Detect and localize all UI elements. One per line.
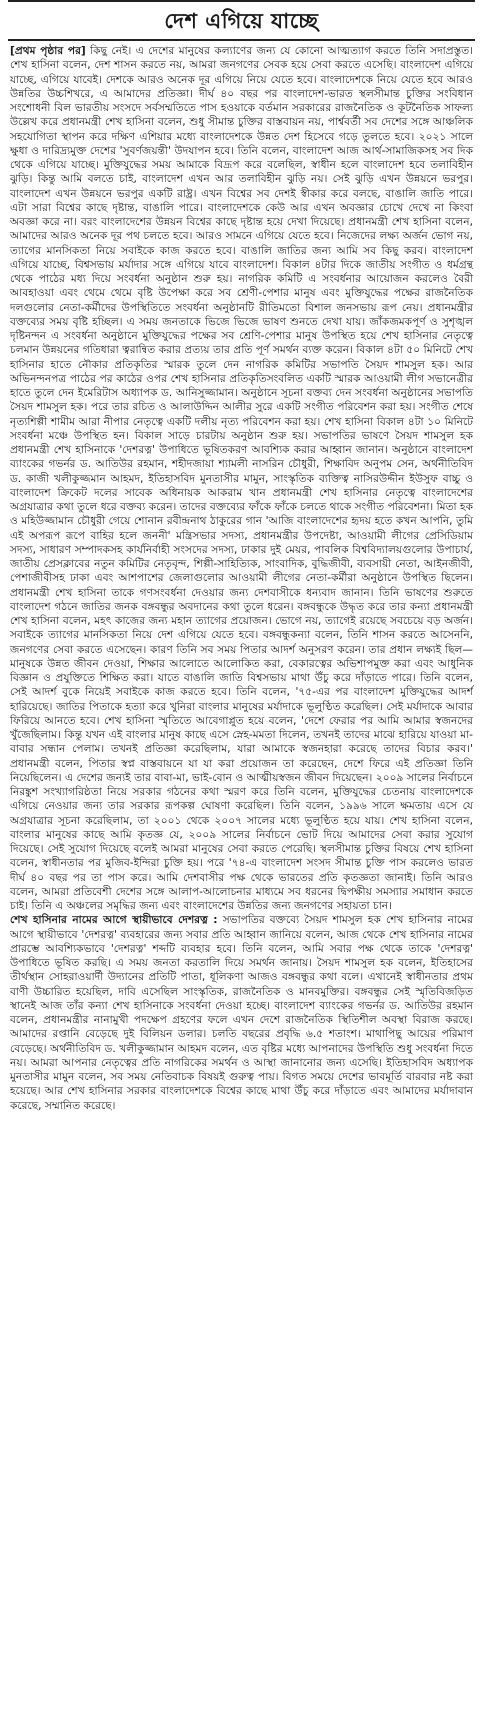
article-body	[10, 44, 473, 1113]
headline-rule	[8, 39, 475, 41]
paragraph-1	[10, 44, 473, 913]
paragraph-1-text: কিছু নেই। এ দেশের মানুষের কল্যাণের জন্য যে কোনো আত্মত্যাগ করতে তিনি সদাপ্রস্তুত। শেখ হাসিনা বলেন, দেশ শাসন করতে নয়, আমরা জনগণের সেবক হয়ে সেবা করতে এসেছি। বাংলাদেশ এগিয়ে যাচ্ছে, এগিয়ে যাবেই। দেশকে আরও অনেক দূর এগিয়ে নিয়ে যেতে হবে। বাংলাদেশকে নিয়ে যেতে হবে আরও উন্নতির উচ্চশিখরে, এ আমাদের প্রতিজ্ঞা। দীর্ঘ ৪০ বছর পর বাংলাদেশ-ভারত স্থলসীমান্ত চুক্তির সংবিধান সংশোধনী বিল ভারতীয় সংসদে সর্বসম্মতিতে পাস হওয়াকে বর্তমান সরকারের রাজনৈতিক ও কূটনৈতিক সাফল্য উল্লেখ করে প্রধানমন্ত্রী শেখ হাসিনা বলেন, শুধু সীমান্ত চুক্তির বাস্তবায়ন নয়, পার্শ্ববর্তী সব দেশের সঙ্গে আঞ্চলিক সহযোগিতা স্থাপন করে দক্ষিণ এশিয়ার মধ্যে বাংলাদেশকে উন্নত দেশ হিসেবে গড়ে তুলতে হবে। ২০২১ সালে ক্ষুধা ও দারিদ্র্যমুক্ত দেশের 'সুবর্ণজয়ন্তী' উদযাপন হবে। তিনি বলেন, বাংলাদেশ আজ আর্থ-সামাজিকসহ সব দিক থেকে এগিয়ে যাচ্ছে। মুক্তিযুদ্ধের সময় আমাকে বিদ্রূপ করে বলেছিল, স্বাধীন হলে বাংলাদেশ হবে তলাবিহীন ঝুড়ি। কিন্তু আমি বলতে চাই, বাংলাদেশ এখন আর তলাবিহীন ঝুড়ি নয়। সেই ঝুড়ি এখন উন্নয়নে ভরপুর। বাংলাদেশ এখন উন্নয়নে ভরপুর একটি রাষ্ট্র। এখন বিশ্বের সব দেশই স্বীকার করে বলছে, বাঙালি জাতি পারে। এটা সারা বিশ্বের কাছে দৃষ্টান্ত, বাঙালি পারে। বাংলাদেশকে কেউ আর এখন অবজ্ঞার চোখে দেখে না কিংবা অবজ্ঞা করে না। বরং বাংলাদেশের উন্নয়ন বিশ্বের কাছে দৃষ্টান্ত হয়ে দেখা দিয়েছে। প্রধানমন্ত্রী শেখ হাসিনা বলেন, আমাদের আরও অনেক দূর পথ চলতে হবে। আরও সামনে এগিয়ে যেতে হবে। নিজেদের লক্ষ্য অর্জন ভোগ নয়, ত্যাগের মানসিকতা নিয়ে সবাইকে কাজ করতে হবে। বাঙালি জাতির জন্য আমি সব কিছু করব। বাংলাদেশ এগিয়ে যাচ্ছে, বিশ্বসভায় মর্যাদার সঙ্গে এগিয়ে যাবে বাংলাদেশ। বিকাল ৪টার দিকে জাতীয় সংগীত ও ধর্মগ্রন্থ থেকে পাঠের মধ্য দিয়ে সংবর্ধনা অনুষ্ঠান শুরু হয়। নাগরিক কমিটি এ সংবর্ধনার আয়োজন করলেও বৈরী আবহাওয়া এবং থেমে থেমে বৃষ্টি উপেক্ষা করে সব শ্রেণী-পেশার মানুষ এবং মুক্তিযুদ্ধের পক্ষের রাজনৈতিক দলগুলোর নেতা-কর্মীদের উপস্থিতিতে সংবর্ধনা অনুষ্ঠানটি রীতিমতো বিশাল জনসভায় রূপ নেয়। প্রধানমন্ত্রীর বক্তব্যের সময় বৃষ্টি হচ্ছিল। এ সময় জনতাকে ভিজে ভিজে ভাষণ শুনতে দেখা যায়। জাঁকজমকপূর্ণ ও সুশৃঙ্খল দৃষ্টিনন্দন এ সংবর্ধনা অনুষ্ঠানে মুক্তিযুদ্ধের পক্ষের সব শ্রেণি-পেশার মানুষ উপস্থিত হয়ে শেখ হাসিনার নেতৃত্বে চলমান উন্নয়নের গতিধারা ত্বরান্বিত করার প্রত্যয় তার প্রতি পূর্ণ সমর্থন ব্যক্ত করেন। বিকাল ৪টা ৫০ মিনিটে শেখ হাসিনার হাতে নৌকার প্রতিকৃতির স্মারক তুলে দেন নাগরিক কমিটির সভাপতি সৈয়দ শামসুল হক। আর অভিনন্দনপত্র পাঠের পর কাঠের ওপর শেখ হাসিনার প্রতিকৃতিসংবলিত একটি স্মারক আওয়ামী লীগ সভানেত্রীর হাতে তুলে দেন ইমেরিটাস অধ্যাপক ড. আনিসুজ্জামান। অনুষ্ঠানে সূচনা বক্তব্য দেন সংবর্ধনা অনুষ্ঠানের সভাপতি সৈয়দ শামসুল হক। পরে তার রচিত ও আলাউদ্দিন আলীর সুরে একটি সংগীত পরিবেশন করা হয়। সংগীত শেষে নৃত্যশিল্পী শামীম আরা নীপার নেতৃত্বে একটি দলীয় নৃত্য পরিবেশন করা হয়। শেখ হাসিনা বিকাল ৪টা ১০ মিনিটে সংবর্ধনা মঞ্চে উপস্থিত হন। বিকাল সাড়ে চারটায় অনুষ্ঠান শুরু হয়। সভাপতির ভাষণে সৈয়দ শামসুল হক প্রধানমন্ত্রী শেখ হাসিনাকে 'দেশরত্ন' উপাধিতে ভূষিতকরণ আবশ্যিক করার আহ্বান জানান। অনুষ্ঠানে বাংলাদেশ ব্যাংকের গভর্নর ড. আতিউর রহমান, শহীদজায়া শ্যামলী নাসরিন চৌধুরী, শিক্ষাবিদ অনুপম সেন, অর্থনীতিবিদ ড. কাজী খলীকুজ্জমান আহমদ, ইতিহাসবিদ মুনতাসীর মামুন, সাংস্কৃতিক ব্যক্তিত্ব নাসিরউদ্দীন ইউসুফ বাচ্চু ও বাংলাদেশ ক্রিকেট দলের সাবেক অধিনায়ক আকরাম খান প্রধানমন্ত্রী শেখ হাসিনার নেতৃত্বে বাংলাদেশের অগ্রযাত্রার কথা তুলে ধরে বক্তব্য করেন। তাদের বক্তব্যের ফাঁকে ফাঁকে চলতে থাকে সংগীত পরিবেশনা। মিতা হক ও মহিউজ্জামান চৌধুরী গেয়ে শোনান রবীন্দ্রনাথ ঠাকুরের গান 'আজি বাংলাদেশের হৃদয় হতে কখন আপনি, তুমি এই অপরূপ রূপে বাহির হলে জননী' মন্ত্রিসভার সদস্য, প্রধানমন্ত্রীর উপদেষ্টা, আওয়ামী লীগের প্রেসিডিয়াম সদস্য, সাধারণ সম্পাদকসহ কার্যনির্বাহী সংসদের সদস্য, ঢাকার দুই মেয়র, পাবলিক বিশ্ববিদ্যালয়গুলোর উপাচার্য, জাতীয় প্রেসক্লাবের নতুন কমিটির নেতৃবৃন্দ, শিল্পী-সাহিত্যিক, সাংবাদিক, বুদ্ধিজীবী, ব্যবসায়ী নেতা, আইনজীবী, পেশাজীবীসহ ঢাকা এবং আশপাশের জেলাগুলোর আওয়ামী লীগের নেতা-কর্মীরা অনুষ্ঠানে উপস্থিত ছিলেন। প্রধানমন্ত্রী শেখ হাসিনা তাকে গণসংবর্ধনা দেওয়ার জন্য দেশবাসীকে ধন্যবাদ জানান। তিনি ভাষণের শুরুতে বাংলাদেশ গঠনে জাতির জনক বঙ্গবন্ধুর অবদানের কথা তুলে ধরেন। বঙ্গবন্ধুকে উদ্ধৃত করে তার কন্যা প্রধানমন্ত্রী শেখ হাসিনা বলেন, মহৎ কাজের জন্য মহান ত্যাগের প্রয়োজন। ভোগে নয়, ত্যাগেই রয়েছে সবচেয়ে বড় অর্জন। সবাইকে ত্যাগের মানসিকতা নিয়ে দেশ এগিয়ে যেতে হবে। বঙ্গবন্ধুকন্যা বলেন, তিনি শাসন করতে আসেননি, জনগণের সেবা করতে এসেছেন। কারণ তিনি সব সময় পিতার আদর্শ অনুসরণ করেন। তার প্রধান লক্ষ্যই ছিল— মানুষকে উন্নত জীবন দেওয়া, শিক্ষার আলোতে আলোকিত করা, বেকারত্বের অভিশাপমুক্ত করা এবং আধুনিক বিজ্ঞান ও প্রযুক্তিতে শিক্ষিত করা। যাতে বাঙালি জাতি বিশ্বসভায় মাথা উঁচু করে দাঁড়াতে পারে। তিনি বলেন, সেই আদর্শ বুকে নিয়েই সবাইকে কাজ করতে হবে। তিনি বলেন, '৭৫-এর পর বাংলাদেশ মুক্তিযুদ্ধের আদর্শ হারিয়েছে। জাতির পিতাকে হত্যা করে খুনিরা বাংলার মানুষের মর্যাদাকে ভূলুণ্ঠিত করেছিল। সেই মর্যাদাকে আবার ফিরিয়ে আনতে হবে। শেখ হাসিনা স্মৃতিতে আবেগাপ্লুত হয়ে বলেন, 'দেশে ফেরার পর আমি আমার স্বজনদের খুঁজেছিলাম। কিন্তু যখন এই বাংলার মানুষ কাছে এসে স্নেহ-মমতা দিলেন, তখনই তাদের মাঝে হারিয়ে যাওয়া মা-বাবার সন্ধান পেলাম। তখনই প্রতিজ্ঞা করেছিলাম, যারা আমাকে স্বজনহারা করেছে তাদের বিচার করব।' প্রধানমন্ত্রী বলেন, পিতার স্বপ্ন বাস্তবায়নে যা যা করা প্রয়োজন তা করেছেন, দেশে ফিরে এই প্রতিজ্ঞা তিনি নিয়েছিলেন। এ দেশের জন্যই তার বাবা-মা, ভাই-বোন ও আত্মীয়স্বজন জীবন দিয়েছেন। ২০০৯ সালের নির্বাচনে নিরঙ্কুশ সংখ্যাগরিষ্ঠতা নিয়ে সরকার গঠনের কথা স্মরণ করে তিনি বলেন, মুক্তিযুদ্ধের চেতনায় বাংলাদেশকে এগিয়ে নেওয়ার জন্য তার সরকার রূপকল্প ঘোষণা করেছিল। তিনি বলেন, ১৯৯৬ সালে ক্ষমতায় এসে যে অগ্রযাত্রার সূচনা করেছিলাম, তা ২০০১ থেকে ২০০৭ সালের মধ্যে ভূলুণ্ঠিত হয়ে যায়। শেখ হাসিনা বলেন, বাংলার মানুষের কাছে আমি কৃতজ্ঞ যে, ২০০৯ সালের নির্বাচনে ভোট দিয়ে আমাদের সেবা করার সুযোগ দিয়েছে। সেই সুযোগ দিয়েছে বলেই আমরা মানুষের সেবা করতে পেরেছি। স্থলসীমান্ত চুক্তির বিষয়ে শেখ হাসিনা বলেন, স্বাধীনতার পর মুজিব-ইন্দিরা চুক্তি হয়। পরে '৭৪-এ বাংলাদেশ সংসদ সীমান্ত চুক্তি পাস করলেও ভারত দীর্ঘ ৪০ বছর পর তা পাস করে। আমি দেশবাসীর পক্ষ থেকে ভারতের প্রতি কৃতজ্ঞতা জানাই। তিনি আরও বলেন, আমরা প্রতিবেশী দেশের সঙ্গে আলাপ-আলোচনার মাধ্যমে সব ধরনের দ্বিপক্ষীয় সমস্যার সমাধান করতে চাই। তিনি এ অঞ্চলের সমৃদ্ধির জন্য এবং বাংলাদেশের উন্নতির জন্য জনগণের সহায়তা চান।	[10, 45, 473, 912]
continued-from-tag: [প্রথম পৃষ্ঠার পর]	[10, 45, 86, 57]
paragraph-2-text: সভাপতির বক্তব্যে সৈয়দ শামসুল হক শেখ হাসিনার নামের আগে স্থায়ীভাবে 'দেশরত্ন' ব্যবহারের জন্য সবার প্রতি আহ্বান জানিয়ে বলেন, আজ থেকে শেখ হাসিনার নামের প্রারম্ভে আবশ্যিকভাবে 'দেশরত্ন' শব্দটি ব্যবহার হবে। তিনি বলেন, আমি সবার পক্ষ থেকে তাকে 'দেশরত্ন' উপাধিতে ভূষিত করছি। এ সময় জনতা করতালি দিয়ে সমর্থন জানায়। সৈয়দ শামসুল হক বলেন, ইতিহাসের তীর্থস্থান সোহরাওয়ার্দী উদ্যানের প্রতিটি পাতা, ধূলিকণা আজও বঙ্গবন্ধুর কথা বলে। এখানেই স্বাধীনতার প্রথম বাণী উচ্চারিত হয়েছিল, দাবি এসেছিল সাংস্কৃতিক, রাজনৈতিক ও মানবমুক্তির। বঙ্গবন্ধুর সেই স্মৃতিবিজড়িত স্থানেই আজ তাঁর কন্যা শেখ হাসিনাকে সংবর্ধনা দেওয়া হচ্ছে। বাংলাদেশ ব্যাংকের গভর্নর ড. আতিউর রহমান বলেন, প্রধানমন্ত্রীর নানামুখী পদক্ষেপ গ্রহণের ফলে এখন দেশে রাজনৈতিক স্থিতিশীল অবস্থা বিরাজ করছে। আমাদের রপ্তানি বেড়েছে দুই বিলিয়ন ডলার। চলতি বছরের প্রবৃদ্ধি ৬.৫ শতাংশ। মাথাপিছু আয়ের পরিমাণ বেড়েছে। অর্থনীতিবিদ ড. খলীকুজ্জামান আহমদ বলেন, এত বৃষ্টির মধ্যে আপনাদের উপস্থিতি শুধু সংবর্ধনা দিতে নয়। আমরা আপনার নেতৃত্বের প্রতি নাগরিকের সমর্থন ও আস্থা জানানোর জন্য এসেছি। ইতিহাসবিদ অধ্যাপক মুনতাসীর মামুন বলেন, সব সময় নেতিবাচক বিষয়ই গুরুত্ব পায়। বিগত সময়ে দেশের ভাবমূর্তি বারবার নষ্ট করা হয়েছে। আর শেখ হাসিনার সরকার বাংলাদেশকে বিশ্বের কাছে মাথা উঁচু করে দাঁড়াতে এবং আমাদের মর্যাদাবান করেছে, সম্মানিত করেছে।	[10, 914, 473, 1112]
article-headline: দেশ এগিয়ে যাচ্ছে	[164, 9, 319, 33]
subheading: শেখ হাসিনার নামের আগে স্থায়ীভাবে দেশরত্ন :	[10, 914, 218, 927]
paragraph-2	[10, 913, 473, 1113]
